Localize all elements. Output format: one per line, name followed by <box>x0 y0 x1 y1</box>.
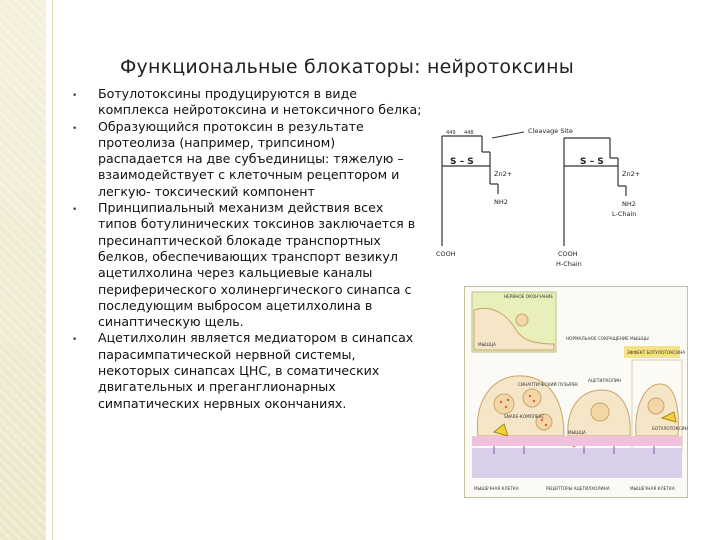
bullet-text: Принципиальный механизм действия всех типов ботулинических токсинов заключается в пресинаптической блокаде транспортных белков, обеспечивающих транспорт везикул ацетилхолина через кальциевые каналы периферического холинергического синапса с последующим выбросом ацетилхолина в синаптическую щель. <box>98 200 416 330</box>
synapse-illustration <box>464 286 688 498</box>
residue-number-left: 449 <box>446 130 456 136</box>
snare-complex-label: SNARE-КОМПЛЕКС <box>504 414 545 419</box>
disulfide-bond-left: S – S <box>450 157 474 167</box>
inset-vesicle <box>516 314 528 326</box>
nerve-ending-label: НЕРВНОЕ ОКОНЧАНИЕ <box>504 294 553 299</box>
bullet-text: Ботулотоксины продуцируются в виде комплекса нейротоксина и нетоксичного белка; <box>98 86 422 118</box>
residue-number-right: 448 <box>464 130 474 136</box>
zinc-label-left: Zn2+ <box>494 170 513 178</box>
muscle-label: МЫШЦА <box>568 430 586 435</box>
normal-contraction-label: НОРМАЛЬНОЕ СОКРАЩЕНИЕ МЫШЦЫ <box>566 336 649 341</box>
band-divider <box>52 0 53 540</box>
vesicle-2 <box>523 389 541 407</box>
muscle-cell-layer <box>472 448 682 478</box>
botulinum-effect-label: ЭФФЕКТ БОТУЛОТОКСИНА <box>627 350 686 355</box>
bullet-item <box>72 119 422 200</box>
vesicle-1 <box>494 394 514 414</box>
bullet-glyph: • <box>72 335 78 346</box>
zinc-label-right: Zn2+ <box>622 170 641 178</box>
toxin-chain-diagram <box>432 124 662 274</box>
vesicle-4 <box>591 403 609 421</box>
synaptic-vesicle-label: СИНАПТИЧЕСКИЙ ПУЗЫРЕК <box>518 382 579 387</box>
receptors-label: РЕЦЕПТОРЫ АЦЕТИЛХОЛИНА <box>546 486 610 491</box>
cooh-label-right: COOH <box>558 250 578 258</box>
muscle-cell-left-label: МЫШЕЧНАЯ КЛЕТКА <box>474 486 519 491</box>
bullet-item <box>72 200 422 330</box>
bullet-item <box>72 330 422 411</box>
cooh-label-left: COOH <box>436 250 456 258</box>
bullet-glyph: • <box>72 91 78 101</box>
inset-muscle-label: МЫШЦА <box>478 342 496 347</box>
slide-title: Функциональные блокаторы: нейротоксины <box>120 56 574 78</box>
bullet-text: Образующийся протоксин в результате протеолиза (например, трипсином) распадается на две субъединицы: тяжелую – взаимодействует с клеточным рецептором и легкую- токсический компонент <box>98 118 404 199</box>
vesicle-5 <box>648 398 664 414</box>
disulfide-bond-right: S – S <box>580 157 604 167</box>
bullet-list <box>72 86 422 412</box>
left-band-pattern <box>0 0 46 540</box>
synaptic-membrane <box>472 436 682 446</box>
bullet-text: Ацетилхолин является медиатором в синапсах парасимпатической нервной системы, некоторых синапсах ЦНС, в соматических двигательных и преганглионарных симпатических нервных окончаниях. <box>98 330 414 411</box>
bullet-glyph: • <box>72 123 78 134</box>
h-chain-label: H-Chain <box>556 260 582 268</box>
bullet-glyph: • <box>72 205 78 216</box>
l-chain-label: L-Chain <box>612 210 637 218</box>
nh2-label-left: NH2 <box>494 198 508 206</box>
bullet-item <box>72 86 422 119</box>
botulinum-toxin-label: БОТУЛОТОКСИН <box>652 426 688 431</box>
acetylcholine-label: АЦЕТИЛХОЛИН <box>588 378 622 383</box>
nh2-label-right: NH2 <box>622 200 636 208</box>
cleavage-arrow <box>492 132 524 138</box>
cleavage-label: Cleavage Site <box>528 127 573 135</box>
muscle-cell-right-label: МЫШЕЧНАЯ КЛЕТКА <box>630 486 675 491</box>
